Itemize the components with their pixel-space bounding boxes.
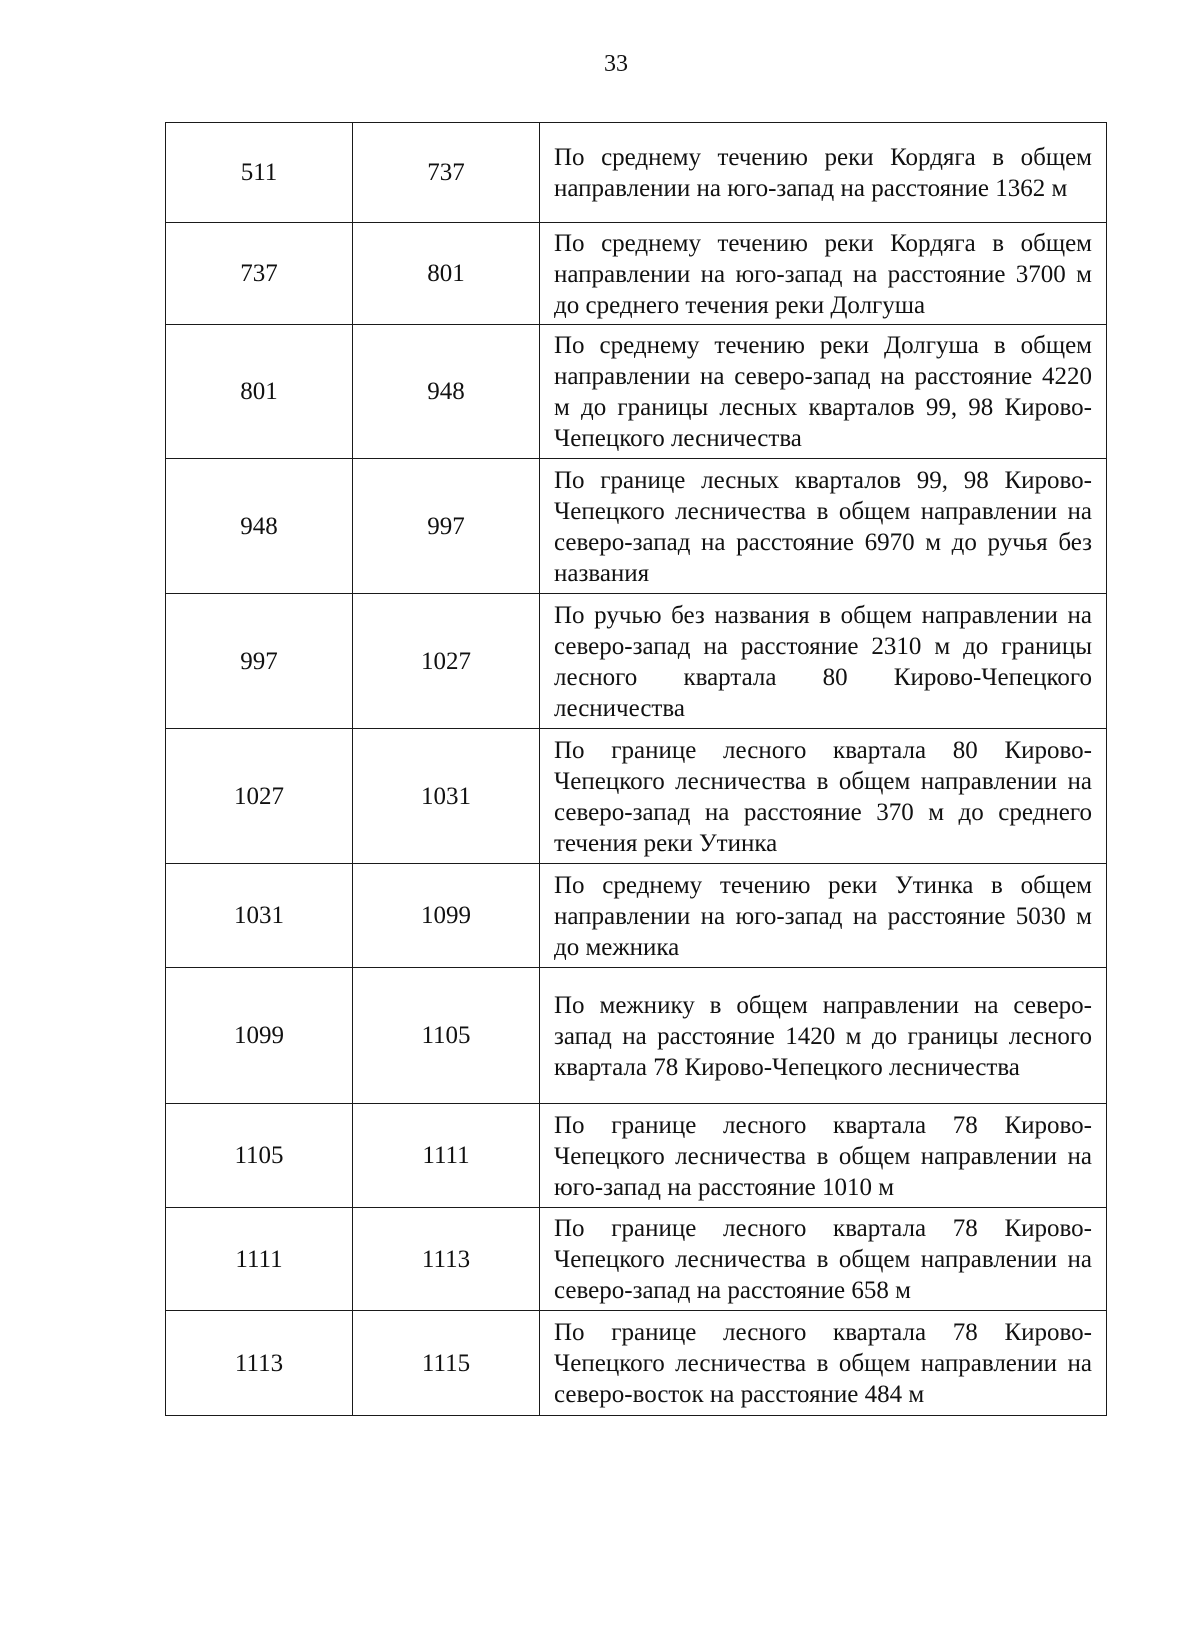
- to-point-cell: 1027: [353, 594, 540, 729]
- table-row: [166, 223, 1107, 325]
- from-point-cell: 1027: [166, 729, 353, 864]
- description-cell: По среднему течению реки Утинка в общем направлении на юго-запад на расстояние 5030 м до межника: [540, 864, 1107, 968]
- table-row: [166, 729, 1107, 864]
- table-row: [166, 459, 1107, 594]
- boundary-table: [165, 122, 1107, 1416]
- table-row: [166, 864, 1107, 968]
- to-point-cell: 801: [353, 223, 540, 325]
- to-point-cell: 1113: [353, 1208, 540, 1311]
- to-point-cell: 1031: [353, 729, 540, 864]
- table-row: [166, 594, 1107, 729]
- to-point-cell: 997: [353, 459, 540, 594]
- from-point-cell: 1099: [166, 968, 353, 1104]
- to-point-cell: 948: [353, 325, 540, 459]
- to-point-cell: 1115: [353, 1311, 540, 1416]
- description-cell: По межнику в общем направлении на северо-запад на расстояние 1420 м до границы лесного квартала 78 Кирово-Чепецкого лесничества: [540, 968, 1107, 1104]
- from-point-cell: 948: [166, 459, 353, 594]
- from-point-cell: 737: [166, 223, 353, 325]
- from-point-cell: 1031: [166, 864, 353, 968]
- from-point-cell: 1111: [166, 1208, 353, 1311]
- from-point-cell: 801: [166, 325, 353, 459]
- description-cell: По границе лесного квартала 78 Кирово-Чепецкого лесничества в общем направлении на северо-запад на расстояние 658 м: [540, 1208, 1107, 1311]
- to-point-cell: 1099: [353, 864, 540, 968]
- description-cell: По ручью без названия в общем направлении на северо-запад на расстояние 2310 м до границы лесного квартала 80 Кирово-Чепецкого лесничества: [540, 594, 1107, 729]
- table-row: [166, 123, 1107, 223]
- description-cell: По среднему течению реки Долгуша в общем направлении на северо-запад на расстояние 4220 м до границы лесных кварталов 99, 98 Кирово-Чепецкого лесничества: [540, 325, 1107, 459]
- description-cell: По среднему течению реки Кордяга в общем направлении на юго-запад на расстояние 3700 м до среднего течения реки Долгуша: [540, 223, 1107, 325]
- table-row: [166, 1104, 1107, 1208]
- description-cell: По среднему течению реки Кордяга в общем направлении на юго-запад на расстояние 1362 м: [540, 123, 1107, 223]
- description-cell: По границе лесного квартала 80 Кирово-Чепецкого лесничества в общем направлении на северо-запад на расстояние 370 м до среднего течения реки Утинка: [540, 729, 1107, 864]
- from-point-cell: 1105: [166, 1104, 353, 1208]
- table-row: [166, 325, 1107, 459]
- page-number: 33: [604, 51, 628, 77]
- from-point-cell: 997: [166, 594, 353, 729]
- to-point-cell: 737: [353, 123, 540, 223]
- table-row: [166, 1311, 1107, 1416]
- from-point-cell: 1113: [166, 1311, 353, 1416]
- table-row: [166, 1208, 1107, 1311]
- to-point-cell: 1105: [353, 968, 540, 1104]
- description-cell: По границе лесного квартала 78 Кирово-Чепецкого лесничества в общем направлении на северо-восток на расстояние 484 м: [540, 1311, 1107, 1416]
- description-cell: По границе лесных кварталов 99, 98 Кирово-Чепецкого лесничества в общем направлении на северо-запад на расстояние 6970 м до ручья без названия: [540, 459, 1107, 594]
- from-point-cell: 511: [166, 123, 353, 223]
- table-row: [166, 968, 1107, 1104]
- to-point-cell: 1111: [353, 1104, 540, 1208]
- description-cell: По границе лесного квартала 78 Кирово-Чепецкого лесничества в общем направлении на юго-запад на расстояние 1010 м: [540, 1104, 1107, 1208]
